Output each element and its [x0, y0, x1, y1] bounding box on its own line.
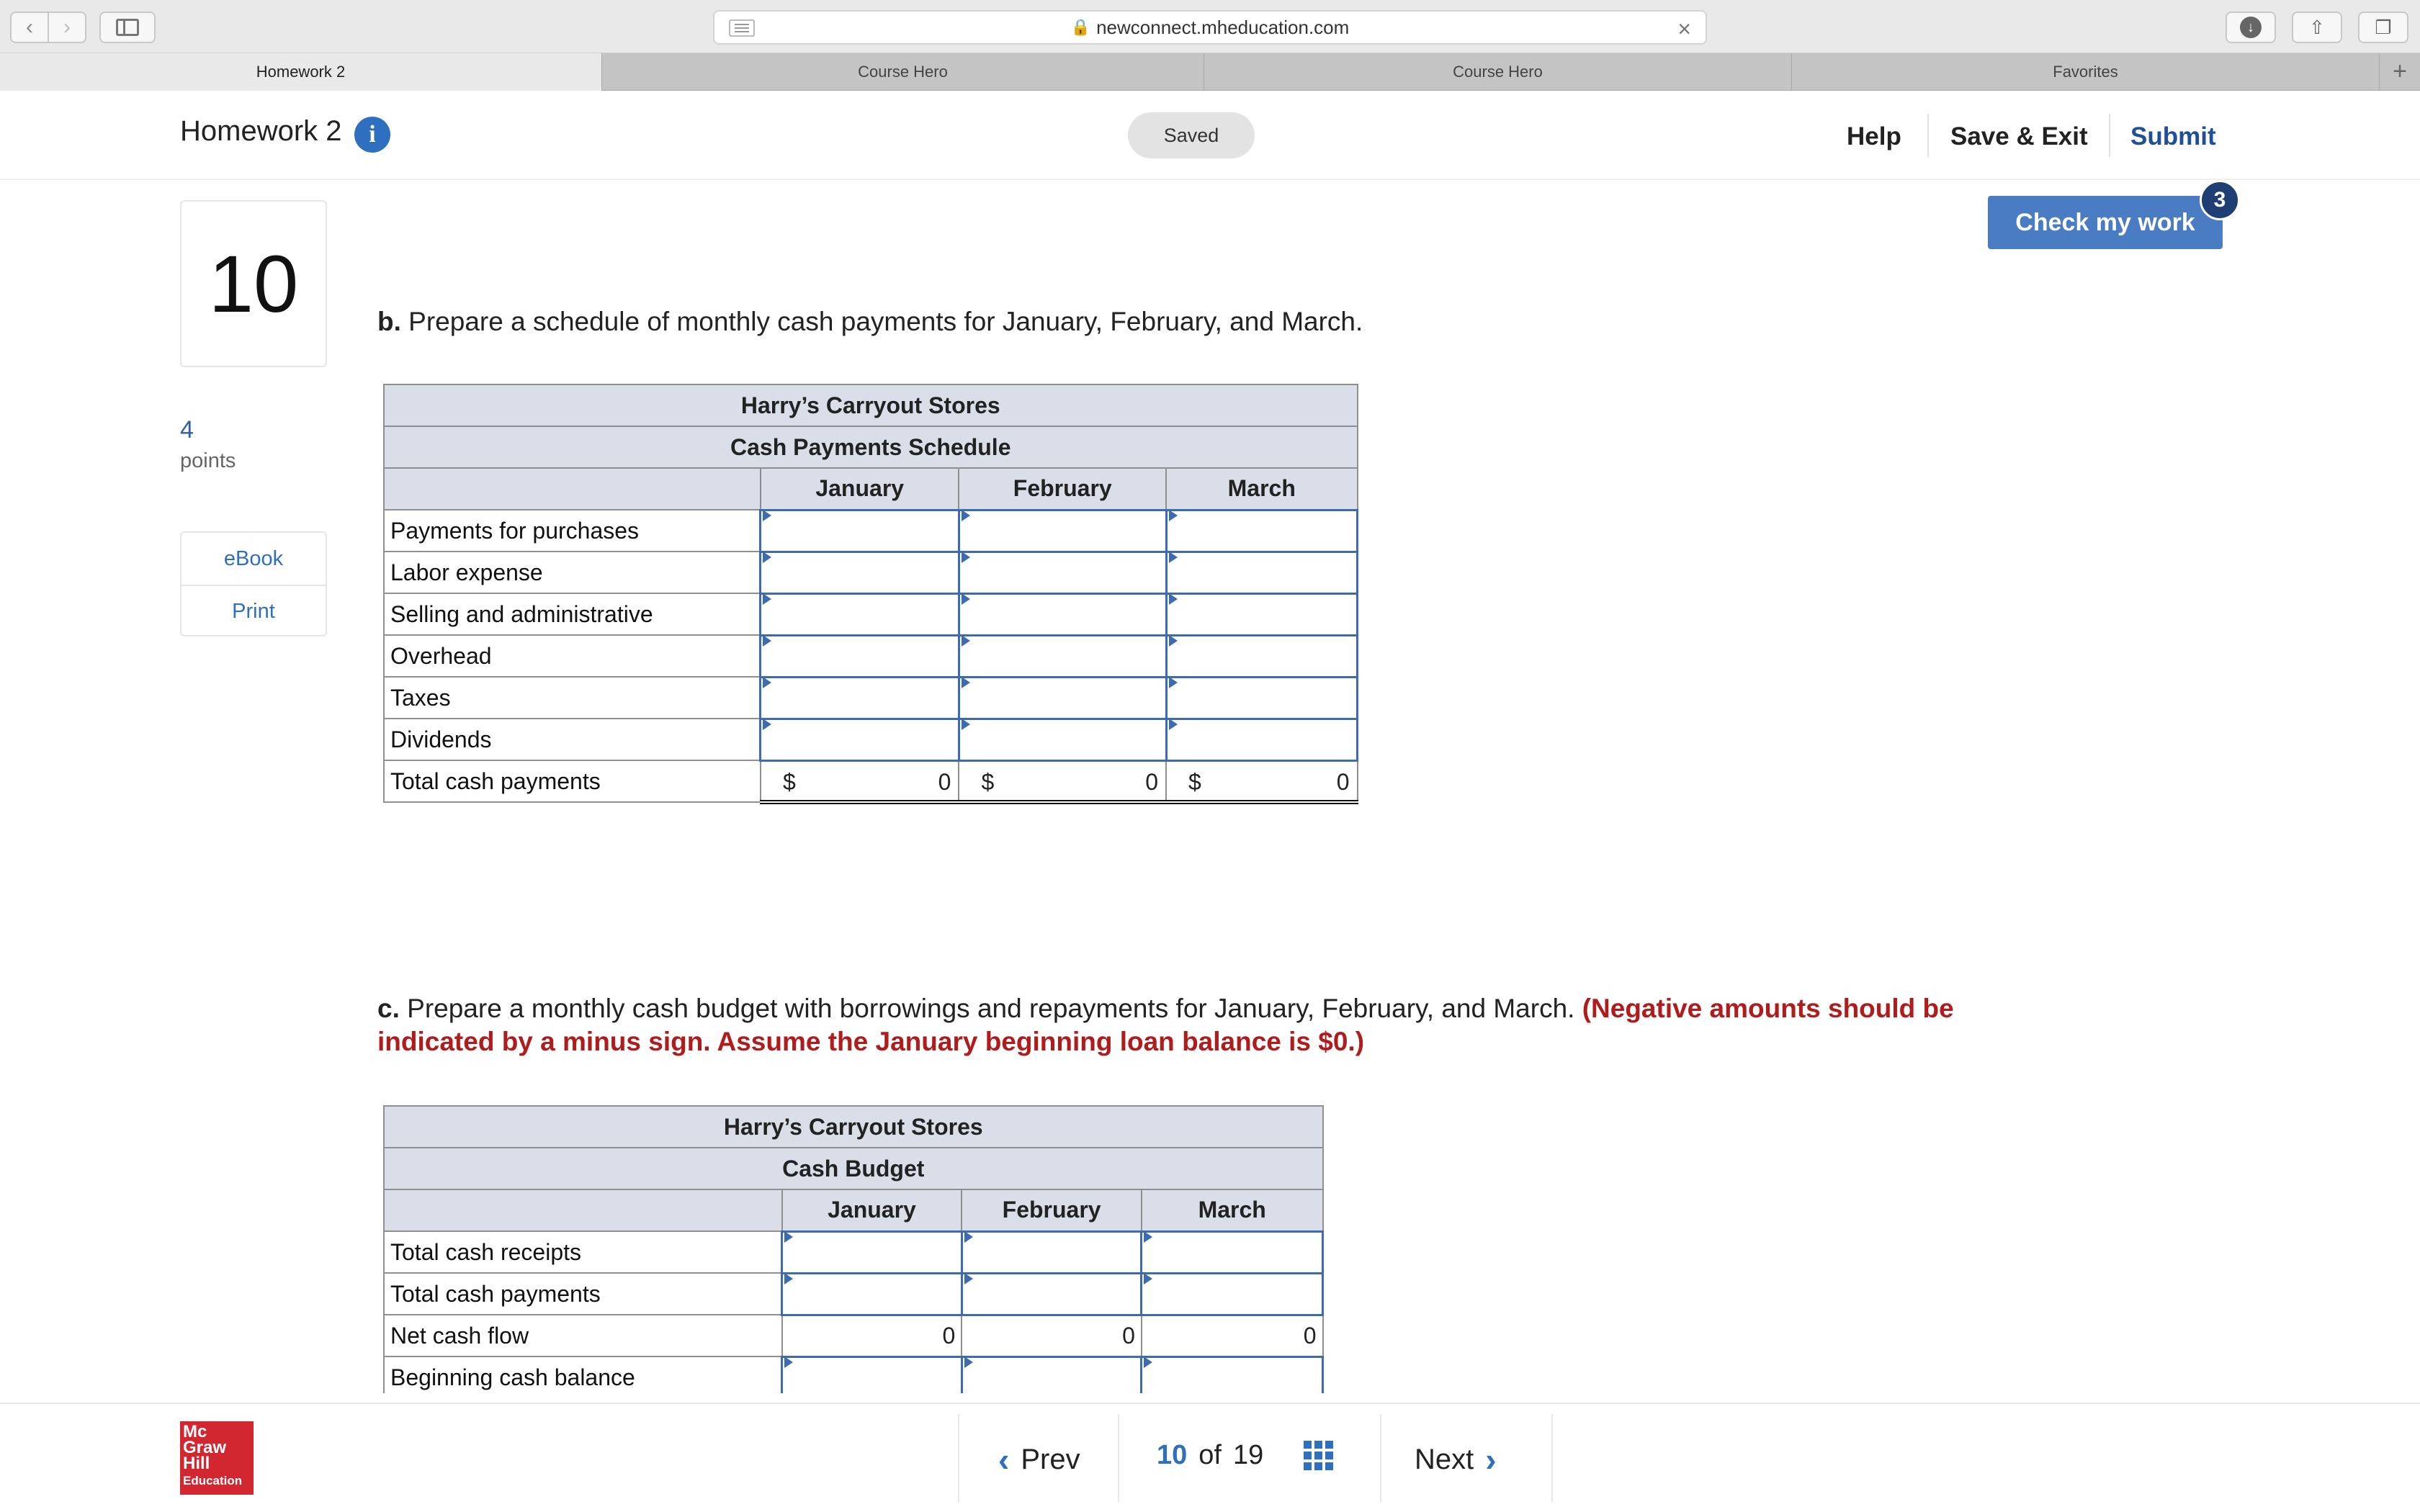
help-button[interactable]: Help	[1847, 122, 1901, 150]
table-row	[384, 552, 1358, 593]
part-b-prompt	[377, 305, 1363, 338]
prev-label: Prev	[1021, 1443, 1080, 1475]
chevron-right-icon: ›	[1485, 1441, 1497, 1478]
input-cell[interactable]	[962, 1231, 1142, 1273]
net-cash-february: 0	[962, 1315, 1142, 1356]
input-cell[interactable]	[962, 1356, 1142, 1393]
table-row	[384, 1273, 1323, 1315]
table-company: Harry’s Carryout Stores	[384, 1106, 1323, 1148]
input-cell[interactable]	[761, 635, 959, 677]
info-icon[interactable]: i	[354, 117, 390, 153]
row-label: Taxes	[384, 677, 761, 719]
input-cell[interactable]	[782, 1273, 962, 1315]
row-label: Dividends	[384, 719, 761, 760]
print-link[interactable]: Print	[182, 585, 326, 636]
col-header-january: January	[761, 468, 959, 510]
table-row	[384, 593, 1358, 635]
check-count-badge: 3	[2200, 180, 2240, 220]
total-pages: 19	[1232, 1440, 1264, 1470]
input-cell[interactable]	[962, 1273, 1142, 1315]
input-cell[interactable]	[1142, 1231, 1323, 1273]
share-button[interactable]	[2292, 12, 2342, 43]
row-label: Selling and administrative	[384, 593, 761, 635]
row-label: Total cash payments	[384, 1273, 782, 1315]
input-cell[interactable]	[761, 593, 959, 635]
app-header	[0, 91, 2420, 180]
input-cell[interactable]	[1166, 552, 1358, 593]
page-title: Homework 2	[180, 115, 342, 147]
reader-icon[interactable]	[729, 19, 755, 37]
next-button[interactable]	[1415, 1440, 1508, 1479]
footer-nav	[0, 1403, 2420, 1512]
page-indicator[interactable]	[1157, 1440, 1333, 1471]
address-bar[interactable]	[713, 10, 1707, 45]
points-label: points	[180, 449, 236, 472]
tab-course-hero-2[interactable]: Course Hero	[1204, 53, 1792, 91]
net-cash-january: 0	[782, 1315, 962, 1356]
total-february: $ 0	[959, 760, 1166, 802]
table-row	[384, 510, 1358, 552]
history-nav	[10, 12, 86, 43]
cash-budget-table	[383, 1105, 1324, 1393]
share-icon: ⇧	[2309, 16, 2325, 38]
page-of: of	[1198, 1440, 1222, 1470]
browser-toolbar	[0, 0, 2420, 53]
input-cell[interactable]	[761, 719, 959, 760]
row-label: Total cash receipts	[384, 1231, 782, 1273]
table-row	[384, 635, 1358, 677]
url-text: newconnect.mheducation.com	[1096, 16, 1350, 38]
input-cell[interactable]	[782, 1231, 962, 1273]
input-cell[interactable]	[761, 510, 959, 552]
table-company: Harry’s Carryout Stores	[384, 384, 1358, 426]
tab-favorites[interactable]: Favorites	[1792, 53, 2380, 91]
total-january: $ 0	[761, 760, 959, 802]
input-cell[interactable]	[1166, 510, 1358, 552]
input-cell[interactable]	[1166, 593, 1358, 635]
total-march: $ 0	[1166, 760, 1358, 802]
part-b-label: b.	[377, 307, 401, 336]
col-header-february: February	[959, 468, 1166, 510]
check-my-work-button[interactable]: Check my work	[1988, 196, 2223, 249]
input-cell[interactable]	[959, 510, 1166, 552]
part-c-label: c.	[377, 994, 400, 1023]
input-cell[interactable]	[959, 593, 1166, 635]
input-cell[interactable]	[761, 677, 959, 719]
total-row	[384, 760, 1358, 802]
chevron-left-icon: ‹	[998, 1441, 1010, 1478]
current-page: 10	[1157, 1440, 1188, 1470]
table-row	[384, 1356, 1323, 1393]
col-header-january: January	[782, 1189, 962, 1231]
part-c-text: Prepare a monthly cash budget with borrowings and repayments for January, February, and March.	[407, 994, 1575, 1023]
back-icon[interactable]: ‹	[26, 15, 33, 39]
col-header-march: March	[1166, 468, 1358, 510]
forward-icon[interactable]: ›	[48, 13, 85, 42]
ebook-link[interactable]: eBook	[223, 546, 284, 570]
sidebar-icon	[116, 19, 139, 36]
part-b-text: Prepare a schedule of monthly cash payments for January, February, and March.	[408, 307, 1363, 336]
cash-payments-table	[383, 384, 1358, 804]
tab-course-hero-1[interactable]: Course Hero	[602, 53, 1204, 91]
table-title: Cash Payments Schedule	[384, 426, 1358, 468]
question-number: 10	[180, 200, 327, 367]
cash-budget-viewport	[383, 1105, 1324, 1393]
submit-button[interactable]: Submit	[2130, 122, 2216, 150]
input-cell[interactable]	[959, 552, 1166, 593]
sidebar-toggle-button[interactable]	[99, 12, 156, 43]
grid-icon[interactable]	[1304, 1441, 1333, 1470]
input-cell[interactable]	[1166, 719, 1358, 760]
downloads-button[interactable]	[2226, 12, 2276, 43]
row-label: Labor expense	[384, 552, 761, 593]
tab-bar	[0, 53, 2420, 91]
part-c-prompt	[377, 992, 2048, 1058]
row-label: Beginning cash balance	[384, 1356, 782, 1393]
mcgraw-hill-logo: Mc Graw Hill Education	[180, 1421, 254, 1495]
input-cell[interactable]	[1142, 1356, 1323, 1393]
input-cell[interactable]	[1142, 1273, 1323, 1315]
total-label: Total cash payments	[384, 760, 761, 802]
input-cell[interactable]	[959, 719, 1166, 760]
lock-icon: 🔒	[1070, 18, 1091, 36]
input-cell[interactable]	[761, 552, 959, 593]
input-cell[interactable]	[959, 635, 1166, 677]
col-header-march: March	[1142, 1189, 1323, 1231]
download-icon: ↓	[2240, 17, 2262, 38]
net-cash-march: 0	[1142, 1315, 1323, 1356]
close-icon[interactable]: ×	[1677, 16, 1691, 42]
tab-homework-2[interactable]: Homework 2	[0, 53, 602, 91]
table-row	[384, 1231, 1323, 1273]
points-value: 4	[180, 416, 194, 444]
table-title: Cash Budget	[384, 1148, 1323, 1189]
input-cell[interactable]	[1166, 677, 1358, 719]
new-tab-button[interactable]: +	[2393, 58, 2407, 85]
input-cell[interactable]	[959, 677, 1166, 719]
col-header-february: February	[962, 1189, 1142, 1231]
row-label: Net cash flow	[384, 1315, 782, 1356]
next-label: Next	[1415, 1443, 1474, 1475]
table-row	[384, 719, 1358, 760]
tabs-overview-button[interactable]	[2358, 12, 2408, 43]
row-label: Payments for purchases	[384, 510, 761, 552]
row-label: Overhead	[384, 635, 761, 677]
save-exit-button[interactable]: Save & Exit	[1950, 122, 2088, 150]
table-row	[384, 677, 1358, 719]
resource-links	[180, 531, 327, 636]
input-cell[interactable]	[782, 1356, 962, 1393]
table-row	[384, 1315, 1323, 1356]
tabs-icon: ❐	[2375, 16, 2392, 38]
prev-button[interactable]	[987, 1440, 1080, 1479]
saved-status-badge: Saved	[1128, 112, 1255, 158]
input-cell[interactable]	[1166, 635, 1358, 677]
part-c-note: (Negative amounts should be indicated by a minus sign. Assume the January beginning loan balance is $0.)	[377, 994, 1954, 1056]
